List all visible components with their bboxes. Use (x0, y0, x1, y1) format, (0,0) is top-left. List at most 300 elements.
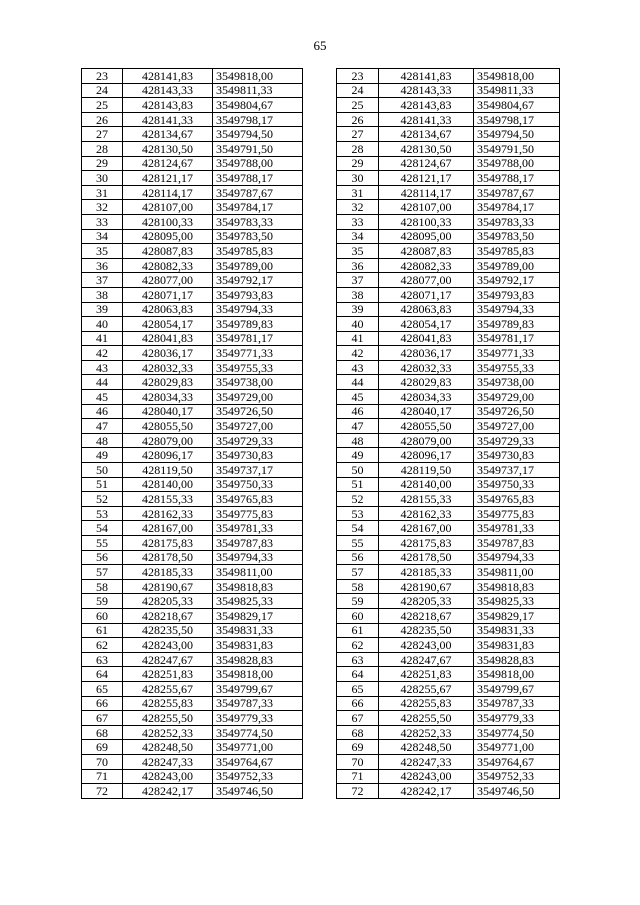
left-point-number: 46 (82, 404, 123, 419)
column-gap (303, 652, 337, 667)
table-row (82, 521, 560, 536)
right-y-coordinate: 3549794,33 (474, 302, 560, 317)
right-x-coordinate: 428167,00 (379, 521, 474, 536)
left-y-coordinate: 3549775,83 (213, 506, 303, 521)
left-y-coordinate: 3549818,83 (213, 579, 303, 594)
left-point-number: 66 (82, 696, 123, 711)
right-point-number: 64 (337, 667, 379, 682)
right-x-coordinate: 428096,17 (379, 448, 474, 463)
column-gap (303, 536, 337, 551)
column-gap (303, 506, 337, 521)
right-point-number: 31 (337, 185, 379, 200)
column-gap (303, 579, 337, 594)
right-y-coordinate: 3549785,83 (474, 244, 560, 259)
right-x-coordinate: 428114,17 (379, 185, 474, 200)
right-x-coordinate: 428205,33 (379, 594, 474, 609)
left-y-coordinate: 3549829,17 (213, 608, 303, 623)
table-row (82, 98, 560, 113)
column-gap (303, 360, 337, 375)
left-point-number: 70 (82, 754, 123, 769)
left-point-number: 58 (82, 579, 123, 594)
right-point-number: 59 (337, 594, 379, 609)
left-y-coordinate: 3549784,17 (213, 200, 303, 215)
right-y-coordinate: 3549787,83 (474, 536, 560, 551)
table-row (82, 375, 560, 390)
right-x-coordinate: 428251,83 (379, 667, 474, 682)
left-y-coordinate: 3549794,33 (213, 550, 303, 565)
left-y-coordinate: 3549788,00 (213, 156, 303, 171)
right-x-coordinate: 428063,83 (379, 302, 474, 317)
left-x-coordinate: 428034,33 (123, 390, 213, 405)
right-y-coordinate: 3549794,50 (474, 127, 560, 142)
right-y-coordinate: 3549828,83 (474, 652, 560, 667)
left-x-coordinate: 428218,67 (123, 608, 213, 623)
table-row (82, 156, 560, 171)
column-gap (303, 667, 337, 682)
table-row (82, 667, 560, 682)
right-x-coordinate: 428040,17 (379, 404, 474, 419)
right-y-coordinate: 3549774,50 (474, 725, 560, 740)
right-x-coordinate: 428218,67 (379, 608, 474, 623)
right-point-number: 29 (337, 156, 379, 171)
column-gap (303, 754, 337, 769)
left-x-coordinate: 428185,33 (123, 565, 213, 580)
left-x-coordinate: 428130,50 (123, 141, 213, 156)
table-row (82, 594, 560, 609)
right-y-coordinate: 3549771,00 (474, 740, 560, 755)
left-x-coordinate: 428143,83 (123, 98, 213, 113)
left-x-coordinate: 428055,50 (123, 419, 213, 434)
right-y-coordinate: 3549818,00 (474, 667, 560, 682)
left-point-number: 23 (82, 69, 123, 84)
table-row (82, 681, 560, 696)
left-y-coordinate: 3549818,00 (213, 69, 303, 84)
table-row (82, 112, 560, 127)
left-point-number: 57 (82, 565, 123, 580)
column-gap (303, 127, 337, 142)
right-y-coordinate: 3549788,17 (474, 171, 560, 186)
column-gap (303, 229, 337, 244)
right-point-number: 62 (337, 638, 379, 653)
right-y-coordinate: 3549818,00 (474, 69, 560, 84)
column-gap (303, 331, 337, 346)
right-point-number: 61 (337, 623, 379, 638)
column-gap (303, 404, 337, 419)
table-row (82, 244, 560, 259)
table-row (82, 419, 560, 434)
table-row (82, 608, 560, 623)
right-point-number: 45 (337, 390, 379, 405)
table-row (82, 565, 560, 580)
left-x-coordinate: 428100,33 (123, 214, 213, 229)
table-row (82, 127, 560, 142)
left-point-number: 26 (82, 112, 123, 127)
left-x-coordinate: 428036,17 (123, 346, 213, 361)
right-x-coordinate: 428079,00 (379, 433, 474, 448)
right-point-number: 44 (337, 375, 379, 390)
left-point-number: 41 (82, 331, 123, 346)
left-y-coordinate: 3549811,00 (213, 565, 303, 580)
left-y-coordinate: 3549788,17 (213, 171, 303, 186)
left-point-number: 62 (82, 638, 123, 653)
left-point-number: 48 (82, 433, 123, 448)
table-row (82, 200, 560, 215)
right-x-coordinate: 428190,67 (379, 579, 474, 594)
column-gap (303, 740, 337, 755)
left-x-coordinate: 428251,83 (123, 667, 213, 682)
left-y-coordinate: 3549765,83 (213, 492, 303, 507)
left-x-coordinate: 428087,83 (123, 244, 213, 259)
left-y-coordinate: 3549787,67 (213, 185, 303, 200)
left-y-coordinate: 3549787,33 (213, 696, 303, 711)
left-y-coordinate: 3549799,67 (213, 681, 303, 696)
left-y-coordinate: 3549794,33 (213, 302, 303, 317)
left-x-coordinate: 428040,17 (123, 404, 213, 419)
column-gap (303, 419, 337, 434)
left-y-coordinate: 3549738,00 (213, 375, 303, 390)
right-x-coordinate: 428247,67 (379, 652, 474, 667)
left-y-coordinate: 3549737,17 (213, 463, 303, 478)
left-x-coordinate: 428082,33 (123, 258, 213, 273)
left-point-number: 53 (82, 506, 123, 521)
right-x-coordinate: 428141,33 (379, 112, 474, 127)
table-row (82, 652, 560, 667)
right-x-coordinate: 428175,83 (379, 536, 474, 551)
right-x-coordinate: 428134,67 (379, 127, 474, 142)
right-x-coordinate: 428255,50 (379, 711, 474, 726)
right-y-coordinate: 3549794,33 (474, 550, 560, 565)
left-x-coordinate: 428119,50 (123, 463, 213, 478)
left-y-coordinate: 3549811,33 (213, 83, 303, 98)
left-point-number: 49 (82, 448, 123, 463)
right-x-coordinate: 428107,00 (379, 200, 474, 215)
column-gap (303, 681, 337, 696)
left-x-coordinate: 428243,00 (123, 638, 213, 653)
left-x-coordinate: 428162,33 (123, 506, 213, 521)
table-row (82, 536, 560, 551)
page-number: 65 (313, 38, 327, 53)
right-x-coordinate: 428036,17 (379, 346, 474, 361)
right-x-coordinate: 428071,17 (379, 287, 474, 302)
right-point-number: 46 (337, 404, 379, 419)
left-point-number: 30 (82, 171, 123, 186)
left-point-number: 25 (82, 98, 123, 113)
table-row (82, 579, 560, 594)
table-row (82, 463, 560, 478)
left-y-coordinate: 3549774,50 (213, 725, 303, 740)
table-row (82, 360, 560, 375)
right-point-number: 24 (337, 83, 379, 98)
table-row (82, 506, 560, 521)
column-gap (303, 696, 337, 711)
right-x-coordinate: 428055,50 (379, 419, 474, 434)
left-y-coordinate: 3549746,50 (213, 784, 303, 799)
right-y-coordinate: 3549783,33 (474, 214, 560, 229)
column-gap (303, 287, 337, 302)
right-point-number: 65 (337, 681, 379, 696)
left-x-coordinate: 428079,00 (123, 433, 213, 448)
left-y-coordinate: 3549804,67 (213, 98, 303, 113)
left-y-coordinate: 3549798,17 (213, 112, 303, 127)
right-x-coordinate: 428119,50 (379, 463, 474, 478)
column-gap (303, 375, 337, 390)
right-x-coordinate: 428121,17 (379, 171, 474, 186)
left-x-coordinate: 428134,67 (123, 127, 213, 142)
right-y-coordinate: 3549781,17 (474, 331, 560, 346)
left-x-coordinate: 428155,33 (123, 492, 213, 507)
right-point-number: 49 (337, 448, 379, 463)
left-x-coordinate: 428248,50 (123, 740, 213, 755)
column-gap (303, 200, 337, 215)
right-x-coordinate: 428143,33 (379, 83, 474, 98)
left-y-coordinate: 3549727,00 (213, 419, 303, 434)
right-y-coordinate: 3549798,17 (474, 112, 560, 127)
left-y-coordinate: 3549828,83 (213, 652, 303, 667)
left-x-coordinate: 428063,83 (123, 302, 213, 317)
left-point-number: 44 (82, 375, 123, 390)
left-point-number: 31 (82, 185, 123, 200)
left-y-coordinate: 3549726,50 (213, 404, 303, 419)
table-row (82, 346, 560, 361)
right-x-coordinate: 428185,33 (379, 565, 474, 580)
right-y-coordinate: 3549831,83 (474, 638, 560, 653)
table-row (82, 404, 560, 419)
right-y-coordinate: 3549784,17 (474, 200, 560, 215)
column-gap (303, 711, 337, 726)
left-point-number: 61 (82, 623, 123, 638)
left-point-number: 43 (82, 360, 123, 375)
left-y-coordinate: 3549781,33 (213, 521, 303, 536)
left-x-coordinate: 428077,00 (123, 273, 213, 288)
left-x-coordinate: 428243,00 (123, 769, 213, 784)
right-y-coordinate: 3549764,67 (474, 754, 560, 769)
right-point-number: 47 (337, 419, 379, 434)
left-point-number: 68 (82, 725, 123, 740)
table-row (82, 287, 560, 302)
column-gap (303, 550, 337, 565)
column-gap (303, 623, 337, 638)
left-point-number: 28 (82, 141, 123, 156)
table-row (82, 390, 560, 405)
right-point-number: 43 (337, 360, 379, 375)
left-y-coordinate: 3549818,00 (213, 667, 303, 682)
table-row (82, 171, 560, 186)
table-row (82, 83, 560, 98)
right-y-coordinate: 3549781,33 (474, 521, 560, 536)
table-row (82, 141, 560, 156)
right-point-number: 36 (337, 258, 379, 273)
column-gap (303, 784, 337, 799)
left-point-number: 72 (82, 784, 123, 799)
left-x-coordinate: 428252,33 (123, 725, 213, 740)
right-x-coordinate: 428082,33 (379, 258, 474, 273)
table-row (82, 214, 560, 229)
table-row (82, 711, 560, 726)
right-y-coordinate: 3549789,00 (474, 258, 560, 273)
left-x-coordinate: 428140,00 (123, 477, 213, 492)
right-point-number: 40 (337, 317, 379, 332)
right-y-coordinate: 3549789,83 (474, 317, 560, 332)
right-y-coordinate: 3549729,33 (474, 433, 560, 448)
table-row (82, 302, 560, 317)
right-y-coordinate: 3549737,17 (474, 463, 560, 478)
right-y-coordinate: 3549729,00 (474, 390, 560, 405)
left-y-coordinate: 3549779,33 (213, 711, 303, 726)
table-row (82, 258, 560, 273)
right-x-coordinate: 428255,83 (379, 696, 474, 711)
column-gap (303, 608, 337, 623)
column-gap (303, 594, 337, 609)
table-row (82, 477, 560, 492)
right-point-number: 70 (337, 754, 379, 769)
column-gap (303, 317, 337, 332)
table-row (82, 784, 560, 799)
right-point-number: 52 (337, 492, 379, 507)
right-x-coordinate: 428034,33 (379, 390, 474, 405)
right-y-coordinate: 3549726,50 (474, 404, 560, 419)
left-y-coordinate: 3549729,00 (213, 390, 303, 405)
right-y-coordinate: 3549787,67 (474, 185, 560, 200)
left-x-coordinate: 428255,67 (123, 681, 213, 696)
right-x-coordinate: 428095,00 (379, 229, 474, 244)
right-x-coordinate: 428087,83 (379, 244, 474, 259)
right-point-number: 38 (337, 287, 379, 302)
left-x-coordinate: 428255,50 (123, 711, 213, 726)
left-x-coordinate: 428247,33 (123, 754, 213, 769)
left-y-coordinate: 3549783,33 (213, 214, 303, 229)
left-point-number: 40 (82, 317, 123, 332)
right-point-number: 30 (337, 171, 379, 186)
left-y-coordinate: 3549730,83 (213, 448, 303, 463)
left-x-coordinate: 428178,50 (123, 550, 213, 565)
right-y-coordinate: 3549771,33 (474, 346, 560, 361)
left-x-coordinate: 428175,83 (123, 536, 213, 551)
left-y-coordinate: 3549750,33 (213, 477, 303, 492)
right-point-number: 32 (337, 200, 379, 215)
left-x-coordinate: 428107,00 (123, 200, 213, 215)
left-y-coordinate: 3549755,33 (213, 360, 303, 375)
column-gap (303, 214, 337, 229)
left-x-coordinate: 428235,50 (123, 623, 213, 638)
left-point-number: 35 (82, 244, 123, 259)
left-y-coordinate: 3549785,83 (213, 244, 303, 259)
left-x-coordinate: 428242,17 (123, 784, 213, 799)
column-gap (303, 565, 337, 580)
left-y-coordinate: 3549794,50 (213, 127, 303, 142)
column-gap (303, 302, 337, 317)
table-row (82, 492, 560, 507)
right-point-number: 68 (337, 725, 379, 740)
left-x-coordinate: 428190,67 (123, 579, 213, 594)
left-y-coordinate: 3549729,33 (213, 433, 303, 448)
left-point-number: 32 (82, 200, 123, 215)
column-gap (303, 244, 337, 259)
left-point-number: 37 (82, 273, 123, 288)
left-point-number: 36 (82, 258, 123, 273)
right-point-number: 33 (337, 214, 379, 229)
right-x-coordinate: 428248,50 (379, 740, 474, 755)
left-point-number: 52 (82, 492, 123, 507)
right-y-coordinate: 3549829,17 (474, 608, 560, 623)
right-x-coordinate: 428243,00 (379, 769, 474, 784)
left-y-coordinate: 3549771,00 (213, 740, 303, 755)
right-point-number: 60 (337, 608, 379, 623)
left-y-coordinate: 3549831,83 (213, 638, 303, 653)
right-point-number: 25 (337, 98, 379, 113)
left-point-number: 51 (82, 477, 123, 492)
column-gap (303, 725, 337, 740)
column-gap (303, 346, 337, 361)
left-point-number: 34 (82, 229, 123, 244)
right-x-coordinate: 428054,17 (379, 317, 474, 332)
left-y-coordinate: 3549764,67 (213, 754, 303, 769)
right-x-coordinate: 428178,50 (379, 550, 474, 565)
right-x-coordinate: 428077,00 (379, 273, 474, 288)
left-x-coordinate: 428141,33 (123, 112, 213, 127)
right-point-number: 50 (337, 463, 379, 478)
left-point-number: 56 (82, 550, 123, 565)
column-gap (303, 69, 337, 84)
right-point-number: 28 (337, 141, 379, 156)
left-point-number: 65 (82, 681, 123, 696)
right-point-number: 48 (337, 433, 379, 448)
right-y-coordinate: 3549746,50 (474, 784, 560, 799)
left-point-number: 50 (82, 463, 123, 478)
left-point-number: 29 (82, 156, 123, 171)
left-point-number: 59 (82, 594, 123, 609)
right-x-coordinate: 428029,83 (379, 375, 474, 390)
column-gap (303, 273, 337, 288)
table-row (82, 725, 560, 740)
left-point-number: 55 (82, 536, 123, 551)
left-point-number: 33 (82, 214, 123, 229)
left-x-coordinate: 428141,83 (123, 69, 213, 84)
right-y-coordinate: 3549755,33 (474, 360, 560, 375)
table-row (82, 448, 560, 463)
left-y-coordinate: 3549789,00 (213, 258, 303, 273)
column-gap (303, 638, 337, 653)
left-x-coordinate: 428247,67 (123, 652, 213, 667)
left-point-number: 54 (82, 521, 123, 536)
left-point-number: 71 (82, 769, 123, 784)
left-y-coordinate: 3549771,33 (213, 346, 303, 361)
column-gap (303, 141, 337, 156)
right-x-coordinate: 428143,83 (379, 98, 474, 113)
table-row (82, 696, 560, 711)
right-point-number: 51 (337, 477, 379, 492)
left-x-coordinate: 428114,17 (123, 185, 213, 200)
table-row (82, 317, 560, 332)
right-point-number: 57 (337, 565, 379, 580)
left-x-coordinate: 428071,17 (123, 287, 213, 302)
right-y-coordinate: 3549727,00 (474, 419, 560, 434)
left-x-coordinate: 428167,00 (123, 521, 213, 536)
right-x-coordinate: 428155,33 (379, 492, 474, 507)
left-y-coordinate: 3549793,83 (213, 287, 303, 302)
right-y-coordinate: 3549825,33 (474, 594, 560, 609)
table-row (82, 273, 560, 288)
table-row (82, 740, 560, 755)
column-gap (303, 448, 337, 463)
left-y-coordinate: 3549787,83 (213, 536, 303, 551)
left-x-coordinate: 428124,67 (123, 156, 213, 171)
right-y-coordinate: 3549750,33 (474, 477, 560, 492)
left-point-number: 69 (82, 740, 123, 755)
right-x-coordinate: 428130,50 (379, 141, 474, 156)
left-y-coordinate: 3549789,83 (213, 317, 303, 332)
right-y-coordinate: 3549818,83 (474, 579, 560, 594)
right-x-coordinate: 428243,00 (379, 638, 474, 653)
